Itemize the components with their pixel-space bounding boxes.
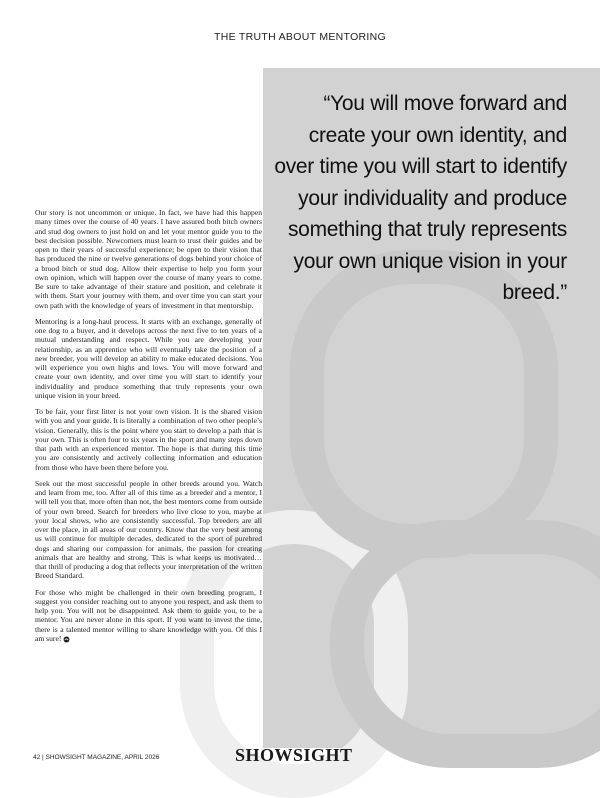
article-body (35, 208, 262, 650)
article-paragraph: To be fair, your first litter is not your own vision. It is the shared vision with you and your guide. It is literally a combination of two other people’s vision. Generally, this is the point where you start to develop a path that is your own. This is often four to six years in the sport and many steps down that path with an experienced mentor. The hope is that during this time you are consistently and actively collecting information and education from those who have been there before you. (35, 407, 262, 472)
page-header: THE TRUTH ABOUT MENTORING (213, 31, 386, 43)
page-number-info: 42 | SHOWSIGHT MAGAZINE, APRIL 2026 (33, 754, 160, 761)
end-mark-icon (63, 636, 70, 643)
article-paragraph-last (35, 588, 262, 644)
article-paragraph: Mentoring is a long-haul process. It starts with an exchange, generally of one dog to a buyer, and it develops across the next five to ten years of a mutual understanding and respect. While you are developing your relationship, as an apprentice who will eventually take the position of a new breeder, you will develop an ability to make educated decisions. You will experience you own highs and lows. You will move forward and create your own identity, and over time you will start to identify your individuality and produce something that truly represents your own unique vision in your breed. (35, 316, 262, 400)
article-paragraph: For those who might be challenged in their own breeding program, I suggest you consider reaching out to anyone you respect, and ask them to help you. You will not be disappointed. Ask them to guide you, to be a mentor. You are never alone in this sport. If you want to invest the time, there is a talented mentor willing to share knowledge with you. Of this I am sure! (35, 587, 262, 643)
article-paragraph: Seek out the most successful people in other breeds around you. Watch and learn from me, too. After all of this time as a breeder and a mentor, I will tell you that, more often than not, the best mentors come from outside of your own breed. Search for breeders who live close to you, maybe at your local shows, who are consistently successful. Top breeders are all over the place, in all areas of our country. Know that the very best among us will continue for multiple decades, dedicated to the sport of purebred dogs and sharing our compassion for animals, the passion for creating animals that are healthy and strong. This is what keeps us motivated… that thrill of producing a dog that reflects your interpretation of the written Breed Standard. (35, 478, 262, 581)
watermark-shape (330, 520, 600, 768)
pull-quote: “You will move forward and create your own identity, and over time you will start to identify your individuality and produce something that truly represents your own unique vision in your breed.” (274, 92, 567, 304)
article-paragraph: Our story is not uncommon or unique. In fact, we have had this happen many times over the course of 40 years. I have assured both bitch owners and stud dog owners to just hold on and let your mentor guide you to the best decision possible. Newcomers must learn to trust their guides and be open to their years of successful experience; be open to their vision that has produced the nine or twelve generations of dogs behind your choice of a brood bitch or stud dog. Allow their expertise to help you form your own opinion, which will happen over the course of many years to come. Be sure to take advantage of their stature and position, and celebrate it with them. Start your journey with them, and over time you can start your own path with the knowledge of years of investment in that mentorship. (35, 208, 262, 310)
magazine-logo: SHOWSIGHT (235, 745, 353, 765)
